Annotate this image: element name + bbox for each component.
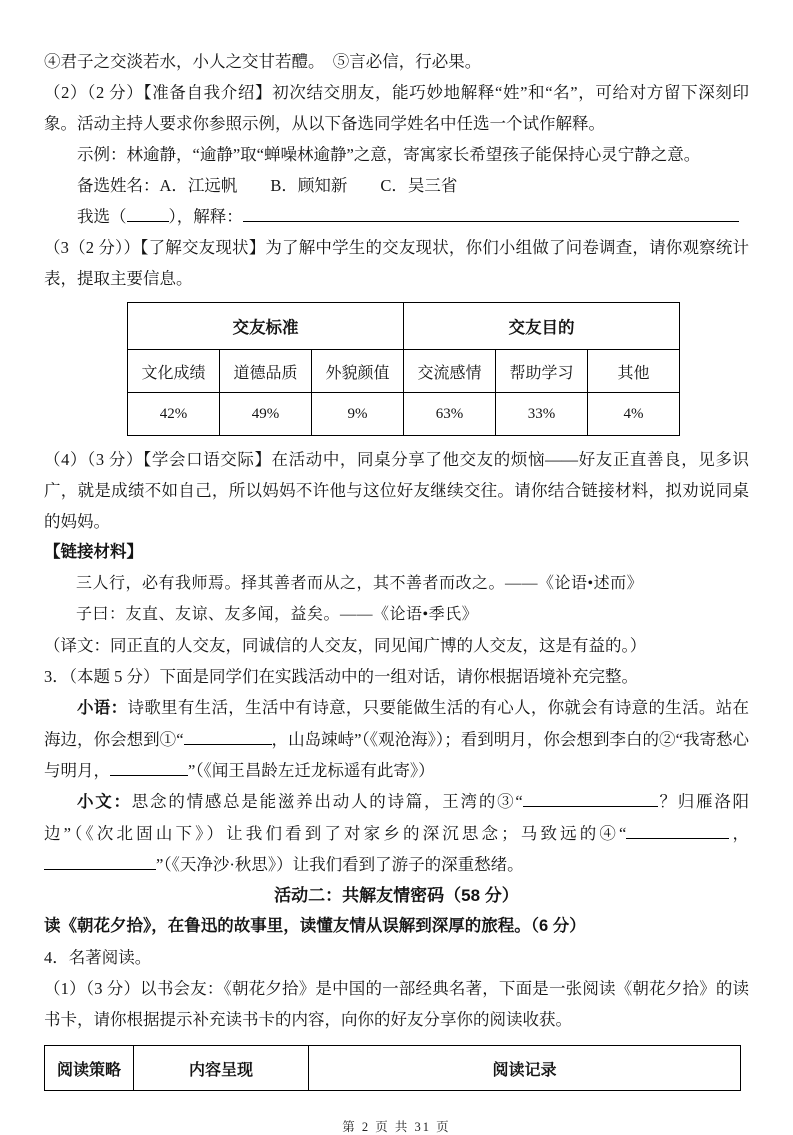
content-section-bottom [44, 444, 749, 1035]
reading-card-header: 阅读策略 [45, 1046, 134, 1091]
text-run: ， [729, 824, 750, 843]
text-run: ④君子之交淡若水，小人之交甘若醴。 ⑤言必信，行必果。 [44, 52, 482, 71]
survey-col-label: 外貌颜值 [312, 350, 404, 393]
survey-table-label-row [128, 350, 680, 393]
reading-card-header: 阅读记录 [309, 1046, 741, 1091]
text-run: （4）（3 分）【学会口语交际】在活动中，同桌分享了他交友的烦恼——好友正直善良，见多识广，就是成绩不如自己，所以妈妈不许他与这位好友继续交往。请你结合链接材料，拟劝说同桌的妈妈。 [44, 450, 749, 531]
example-line [44, 139, 749, 170]
analects-quote-2 [44, 599, 749, 630]
question-3-intro [44, 232, 749, 294]
reading-card-header: 内容呈现 [134, 1046, 309, 1091]
survey-value: 9% [312, 393, 404, 436]
candidate-names-line [44, 170, 749, 201]
text-run: （译文：同正直的人交友，同诚信的人交友，同见闻广博的人交友，这是有益的。） [44, 636, 647, 655]
text-run: 示例：林逾静，“逾静”取“蝉噪林逾静”之意，寄寓家长希望孩子能保持心灵宁静之意。 [77, 145, 701, 164]
survey-value: 4% [588, 393, 680, 436]
blank-line [110, 761, 188, 776]
survey-value: 49% [220, 393, 312, 436]
survey-group-purpose: 交友目的 [404, 303, 680, 350]
text-run: ，山岛竦峙”（《观沧海》）；看到明月，你会想到李白的②“我寄愁心与明月， [44, 730, 749, 780]
analects-quote-1 [44, 568, 749, 599]
text-run: 【链接材料】 [44, 543, 143, 561]
survey-table-group-row [128, 303, 680, 350]
question-4-intro [44, 444, 749, 537]
answer-line [44, 201, 749, 232]
survey-col-label: 帮助学习 [496, 350, 588, 393]
text-run: （1）（3 分）以书会友：《朝花夕拾》是中国的一部经典名著，下面是一张阅读《朝花夕拾》的读书卡，请你根据提示补充读书卡的内容，向你的好友分享你的阅读收获。 [44, 979, 749, 1029]
page-footer: 第 2 页 共 31 页 [342, 1120, 451, 1134]
survey-col-label: 其他 [588, 350, 680, 393]
text-run: ”（《闻王昌龄左迁龙标遥有此寄》） [188, 761, 435, 780]
activity-2-heading [44, 880, 749, 911]
speaker-label: 小文： [77, 793, 132, 811]
blank-line [44, 855, 156, 870]
text-run: 三人行，必有我师焉。择其善者而从之，其不善者而改之。——《论语•述而》 [76, 575, 644, 592]
dialogue-xiaoyu [44, 692, 749, 786]
blank-line [127, 207, 169, 222]
reading-card-header-row [45, 1046, 741, 1091]
linked-material-label [44, 537, 749, 568]
survey-table [127, 302, 680, 436]
text-run: 我选（ [77, 207, 127, 226]
text-run: 思念的情感总是能滋养出动人的诗篇，王湾的③“ [131, 792, 523, 811]
blank-line [523, 792, 658, 807]
dialogue-xiaowen [44, 786, 749, 880]
translation-line [44, 630, 749, 661]
content-section-top [44, 46, 749, 294]
survey-table-value-row [128, 393, 680, 436]
activity-2-subtitle [44, 911, 749, 942]
survey-col-label: 文化成绩 [128, 350, 220, 393]
text-run: （2）（2 分）【准备自我介绍】初次结交朋友，能巧妙地解释“姓”和“名”，可给对方留下深刻印象。活动主持人要求你参照示例，从以下备选同学姓名中任选一个试作解释。 [44, 83, 749, 133]
speaker-label: 小语： [77, 699, 128, 717]
survey-value: 33% [496, 393, 588, 436]
survey-col-label: 道德品质 [220, 350, 312, 393]
question-3-main [44, 661, 749, 692]
text-run: ？归雁洛阳边”（《次北固山下》）让我们看到了对家乡的深沉思念；马致远的④“ [44, 792, 750, 843]
survey-value: 63% [404, 393, 496, 436]
survey-group-standard: 交友标准 [128, 303, 404, 350]
question-2-intro [44, 77, 749, 139]
question-4-main [44, 942, 749, 973]
text-run: （3（2 分））【了解交友现状】为了解中学生的交友现状，你们小组做了问卷调查，请你观察统计表，提取主要信息。 [44, 238, 749, 288]
text-run: 读《朝花夕拾》，在鲁迅的故事里，读懂友情从误解到深厚的旅程。（6 分） [44, 917, 586, 935]
reading-card-table [44, 1045, 741, 1091]
blank-line [184, 730, 272, 745]
survey-col-label: 交流感情 [404, 350, 496, 393]
famous-quotes-line [44, 46, 749, 77]
blank-line [626, 824, 729, 839]
question-4-1-intro [44, 973, 749, 1035]
text-run: ），解释： [168, 207, 243, 226]
survey-value: 42% [128, 393, 220, 436]
text-run: ”（《天净沙·秋思》）让我们看到了游子的深重愁绪。 [156, 855, 524, 874]
text-run: 4．名著阅读。 [44, 948, 152, 967]
blank-line [243, 207, 739, 222]
text-run: 3．（本题 5 分）下面是同学们在实践活动中的一组对话，请你根据语境补充完整。 [44, 667, 638, 686]
text-run: 子曰：友直、友谅、友多闻，益矣。——《论语•季氏》 [76, 606, 479, 623]
text-run: 活动二：共解友情密码（58 分） [274, 886, 519, 905]
text-run: 诗歌里有生活，生活中有诗意，只要能做生活的有心人，你就会有诗意的生活。站在海边，你会想到①“ [44, 698, 750, 749]
text-run: 备选姓名：A．江远帆 B．顾知新 C．吴三省 [77, 176, 458, 195]
